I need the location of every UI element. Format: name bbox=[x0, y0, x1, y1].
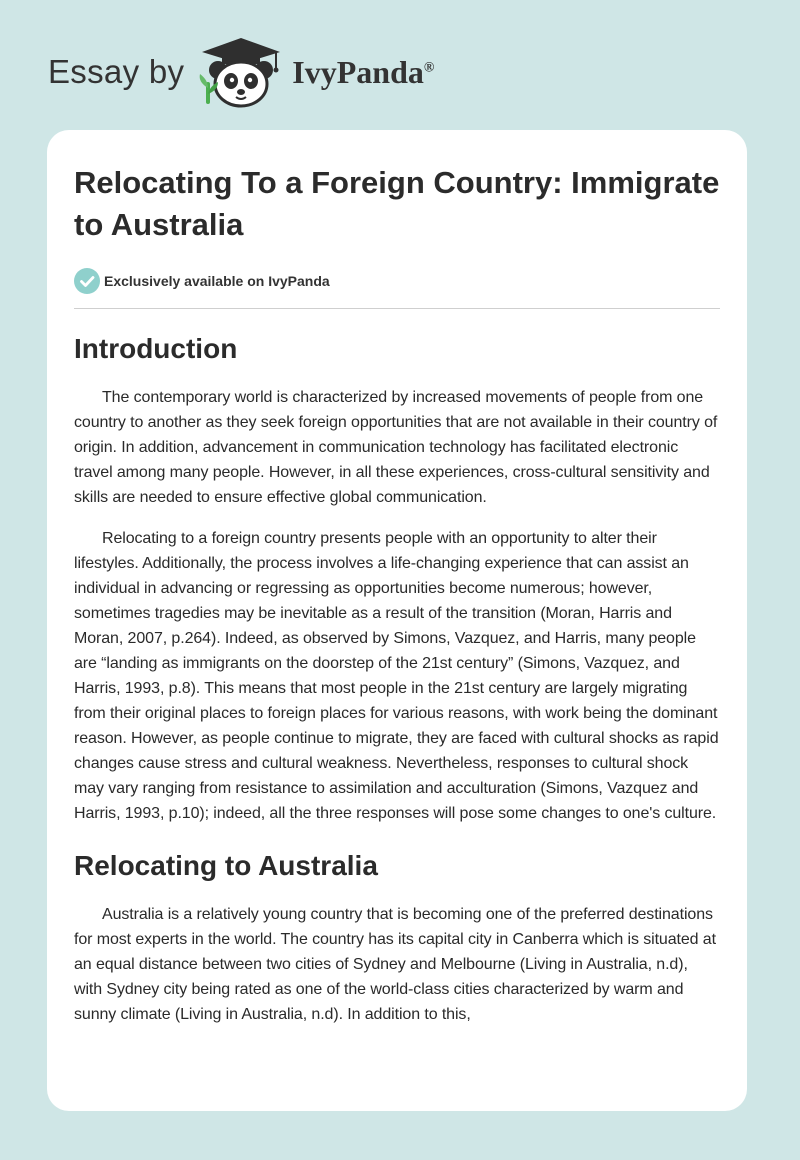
registered-mark: ® bbox=[423, 59, 435, 75]
paragraph: Australia is a relatively young country that is becoming one of the preferred destinations for most experts in the world. The country has its capital city in Canberra which is situated at an equal distance between two cities of Sydney and Melbourne (Living in Australia, n.d), with Sydney city being rated as one of the world-class cities characterized by warm and sunny climate (Living in Australia, n.d). In addition to this, bbox=[74, 906, 716, 1023]
brand-name[interactable]: IvyPanda® bbox=[292, 53, 435, 90]
divider bbox=[74, 308, 720, 309]
exclusive-label: Exclusively available on IvyPanda bbox=[104, 273, 330, 289]
paragraph: Relocating to a foreign country presents people with an opportunity to alter their lifestyles. Additionally, the process involves a life-changing experience that can assist an individual in advancing or regressing as opportunities become numerous; however, sometimes tragedies may be inevitable as a result of the transition (Moran, Harris and Moran, 2007, p.264). Indeed, as observed by Simons, Vazquez, and Harris, many people are “landing as immigrants on the doorstep of the 21st century” (Simons, Vazquez, and Harris, 1993, p.8). This means that most people in the 21st century are largely migrating from their original places to foreign places for various reasons, with work being the dominant reason. However, as people continue to migrate, they are faced with cultural shocks as rapid changes cause stress and cultural weakness. Nevertheless, responses to cultural shock may vary ranging from resistance to assimilation and acculturation (Simons, Vazquez and Harris, 1993, p.10); indeed, all the three responses will pose some changes to one's culture. bbox=[74, 530, 719, 822]
exclusive-badge bbox=[74, 268, 720, 294]
panda-logo-icon[interactable] bbox=[196, 36, 286, 108]
section-heading: Relocating to Australia bbox=[74, 850, 378, 881]
paragraph: The contemporary world is characterized by increased movements of people from one country to another as they seek foreign opportunities that are not available in their country of origin. In addition, advancement in communication technology has facilitated electronic travel among many people. However, in all these experiences, cross-cultural sensitivity and skills are needed to ensure effective global communication. bbox=[74, 389, 718, 506]
section-heading: Introduction bbox=[74, 333, 238, 364]
essay-by-label: Essay by bbox=[48, 53, 185, 90]
site-header bbox=[48, 36, 434, 108]
section-relocating-to-australia bbox=[74, 848, 720, 1027]
essay-card bbox=[47, 130, 747, 1111]
section-introduction bbox=[74, 331, 720, 826]
essay-title: Relocating To a Foreign Country: Immigrate to Australia bbox=[74, 165, 720, 242]
check-circle-icon bbox=[74, 268, 100, 294]
